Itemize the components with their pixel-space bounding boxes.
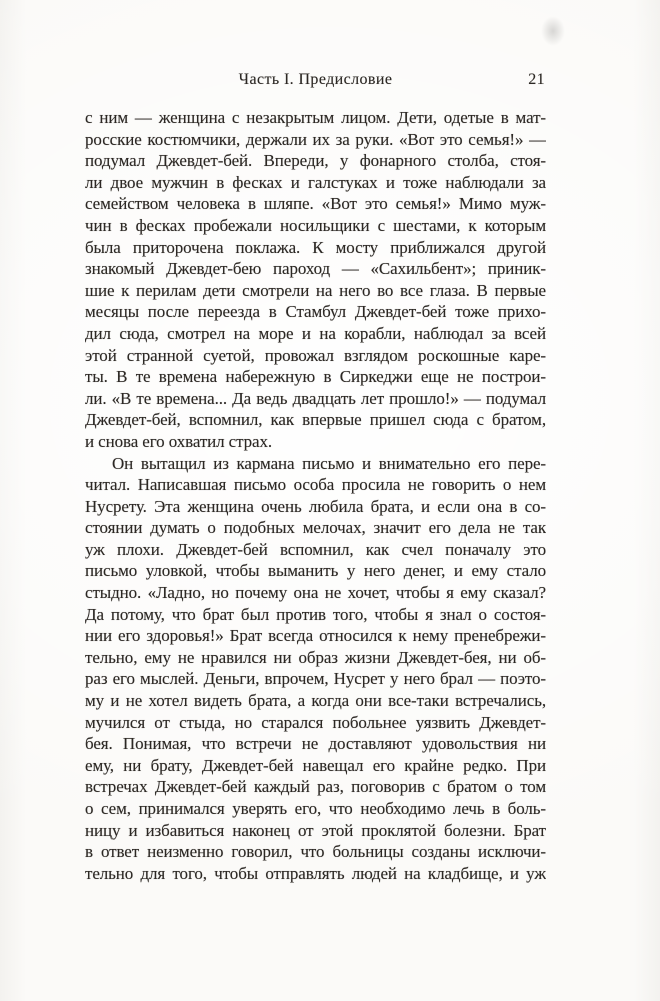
text-line: и снова его охватил страх. xyxy=(85,431,273,451)
text-line: Да потому, что брат был против того, чтобы я знал о состоя- xyxy=(85,604,546,624)
text-line: письмо уловкой, чтобы выманить у него денег, и ему стало xyxy=(85,561,546,581)
text-line: шие к перилам дети смотрели на него во все глаза. В первые xyxy=(85,280,546,300)
text-line: встречах Джевдет-бей каждый раз, поговорив с братом о том xyxy=(85,777,546,797)
text-line: ли двое мужчин в фесках и галстуках и тоже наблюдали за xyxy=(85,172,546,192)
text-line: тельно для того, чтобы отправлять людей на кладбище, и уж xyxy=(85,863,546,883)
text-line: ли. «В те времена... Да ведь двадцать лет прошло!» — подумал xyxy=(85,388,546,408)
text-line: ему, ни брату, Джевдет-бей навещал его крайне редко. При xyxy=(85,755,546,775)
text-line: ницу и избавиться наконец от этой проклятой болезни. Брат xyxy=(85,820,546,840)
text-line: Джевдет-бей, вспомнил, как впервые пришел сюда с братом, xyxy=(85,410,546,430)
text-line: росские костюмчики, держали их за руки. «Вот это семья!» — xyxy=(85,129,546,149)
page-body xyxy=(85,107,546,884)
text-line: была приторочена поклажа. К мосту приближался другой xyxy=(85,237,546,257)
text-line: раз его мыслей. Деньги, впрочем, Нусрет у него брал — поэто- xyxy=(85,669,546,689)
text-line: уж плохи. Джевдет-бей вспомнил, как счел поначалу это xyxy=(85,539,546,559)
scan-artifact xyxy=(541,16,565,46)
text-line: знакомый Джевдет-бею пароход — «Сахильбент»; приник- xyxy=(85,259,546,279)
text-line: чин в фесках пробежали носильщики с шестами, к которым xyxy=(85,215,546,235)
text-line: бея. Понимая, что встречи не доставляют удовольствия ни xyxy=(85,734,546,754)
text-line: подумал Джевдет-бей. Впереди, у фонарного столба, стоя- xyxy=(85,151,546,171)
text-line: семейством человека в шляпе. «Вот это семья!» Мимо муж- xyxy=(85,194,546,214)
text-line: в ответ неизменно говорил, что больницы созданы исключи- xyxy=(85,842,546,862)
text-line: читал. Написавшая письмо особа просила не говорить о нем xyxy=(85,475,546,495)
text-line: этой странной суетой, провожал взглядом роскошные каре- xyxy=(85,345,546,365)
text-line: Нусрету. Эта женщина очень любила брата, и если она в со- xyxy=(85,496,546,516)
text-line: стоянии думать о подобных мелочах, значит его дела не так xyxy=(85,518,546,538)
page-number: 21 xyxy=(528,71,545,88)
text-line: мучился от стыда, но старался побольнее уязвить Джевдет- xyxy=(85,712,546,732)
running-title: Часть I. Предисловие xyxy=(238,71,393,88)
text-line: тельно, ему не нравился ни образ жизни Джевдет-бея, ни об- xyxy=(85,647,546,667)
text-line: о сем, принимался уверять его, что необходимо лечь в боль- xyxy=(85,799,546,818)
text-line: дил сюда, смотрел на море и на корабли, наблюдал за всей xyxy=(85,323,546,343)
text-line: му и не хотел видеть брата, а когда они все-таки встречались, xyxy=(85,691,546,711)
text-line: ты. В те времена набережную в Сиркеджи еще не построи- xyxy=(85,367,546,387)
text-line: нии его здоровья!» Брат всегда относился к нему пренебрежи- xyxy=(85,626,546,646)
text-line: с ним — женщина с незакрытым лицом. Дети, одетые в мат- xyxy=(85,108,546,127)
text-line: Он вытащил из кармана письмо и внимательно его пере- xyxy=(112,453,546,473)
text-line: месяцы после переезда в Стамбул Джевдет-бей тоже прихо- xyxy=(85,302,546,322)
page-header xyxy=(85,68,546,92)
text-line: стыдно. «Ладно, но почему она не хочет, чтобы я ему сказал? xyxy=(85,583,546,603)
